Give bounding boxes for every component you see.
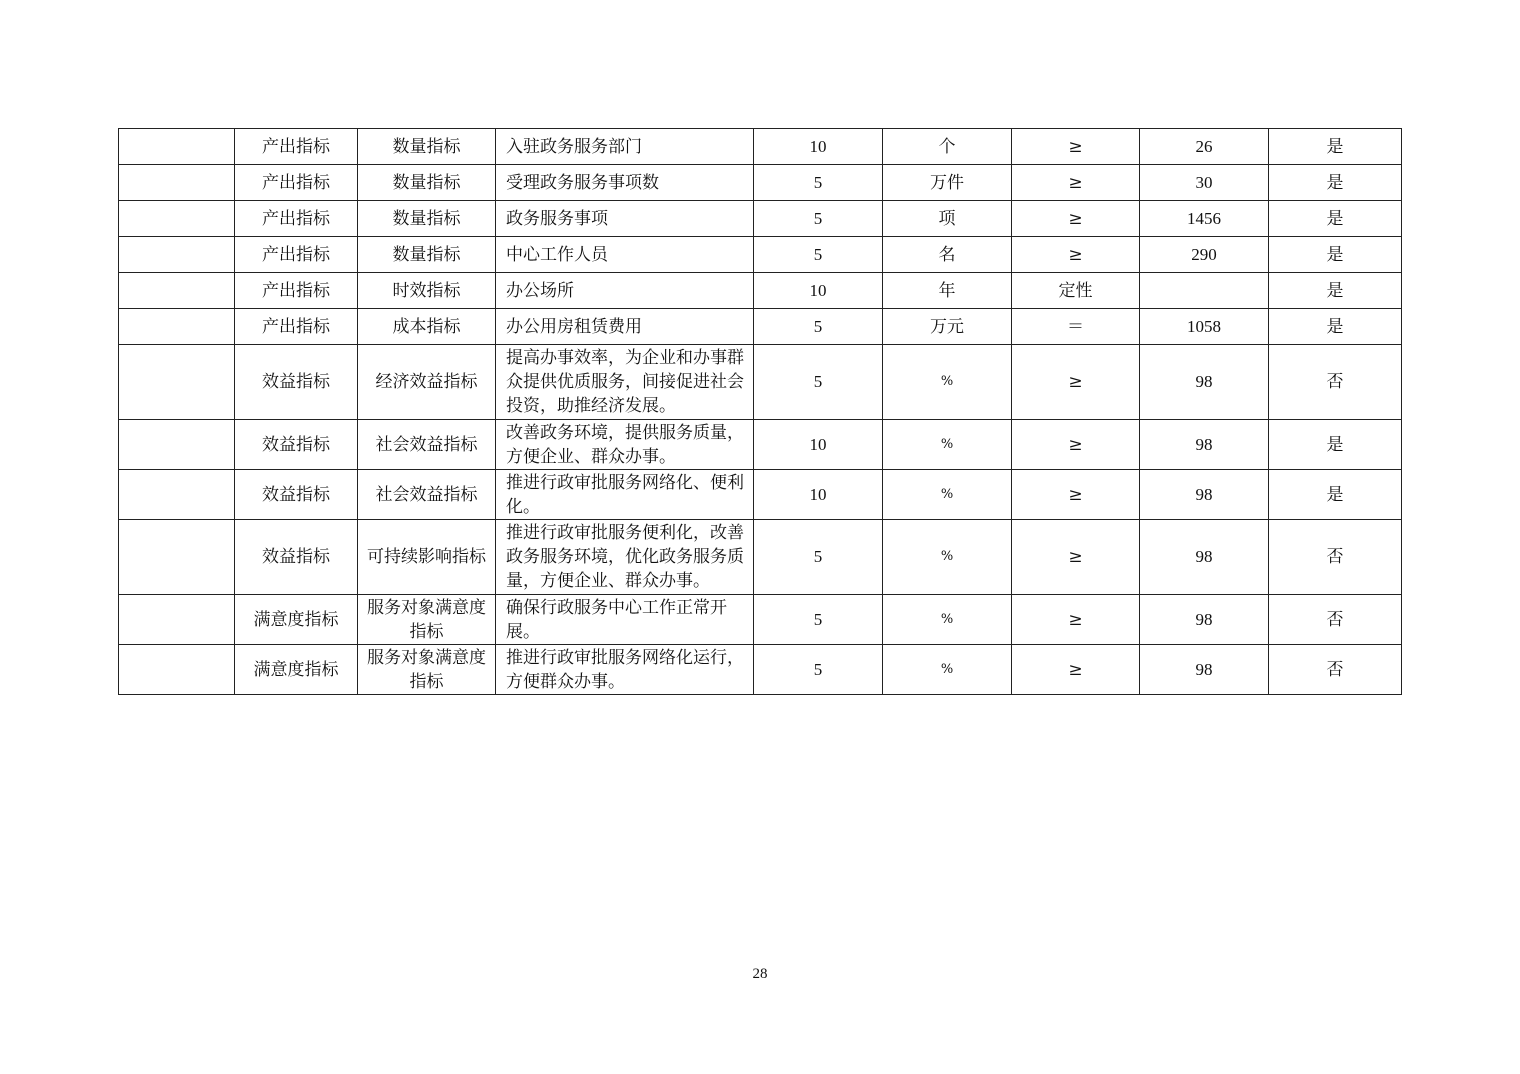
operator-cell: ≥ — [1012, 201, 1140, 237]
core-indicator-cell: 是 — [1269, 237, 1402, 273]
core-indicator-cell: 否 — [1269, 520, 1402, 595]
indicator-content-cell: 推进行政审批服务网络化运行，方便群众办事。 — [496, 645, 754, 695]
operator-cell: ≥ — [1012, 470, 1140, 520]
table-row — [119, 201, 1402, 237]
level1-indicator-cell: 产出指标 — [235, 309, 358, 345]
blank-cell — [119, 201, 235, 237]
operator-cell: ≥ — [1012, 129, 1140, 165]
core-indicator-cell: 是 — [1269, 470, 1402, 520]
blank-cell — [119, 165, 235, 201]
weight-cell: 5 — [754, 237, 883, 273]
level2-indicator-cell: 社会效益指标 — [358, 420, 496, 470]
weight-cell: 5 — [754, 201, 883, 237]
level2-indicator-cell: 数量指标 — [358, 237, 496, 273]
target-value-cell: 26 — [1140, 129, 1269, 165]
operator-cell: ≥ — [1012, 595, 1140, 645]
level2-indicator-cell: 数量指标 — [358, 165, 496, 201]
level2-indicator-cell: 时效指标 — [358, 273, 496, 309]
indicator-content-cell: 中心工作人员 — [496, 237, 754, 273]
operator-cell: ≥ — [1012, 645, 1140, 695]
table-row — [119, 470, 1402, 520]
indicator-content-cell: 提高办事效率，为企业和办事群众提供优质服务，间接促进社会投资，助推经济发展。 — [496, 345, 754, 420]
unit-cell: 个 — [883, 129, 1012, 165]
level2-indicator-cell: 服务对象满意度指标 — [358, 595, 496, 645]
level2-indicator-cell: 成本指标 — [358, 309, 496, 345]
core-indicator-cell: 是 — [1269, 273, 1402, 309]
level1-indicator-cell: 产出指标 — [235, 129, 358, 165]
weight-cell: 10 — [754, 470, 883, 520]
unit-cell: 万元 — [883, 309, 1012, 345]
core-indicator-cell: 是 — [1269, 165, 1402, 201]
level2-indicator-cell: 可持续影响指标 — [358, 520, 496, 595]
core-indicator-cell: 否 — [1269, 645, 1402, 695]
table-row — [119, 645, 1402, 695]
target-value-cell: 1058 — [1140, 309, 1269, 345]
level1-indicator-cell: 效益指标 — [235, 520, 358, 595]
level1-indicator-cell: 产出指标 — [235, 165, 358, 201]
core-indicator-cell: 是 — [1269, 201, 1402, 237]
blank-cell — [119, 129, 235, 165]
blank-cell — [119, 345, 235, 420]
table-row — [119, 165, 1402, 201]
unit-cell: % — [883, 470, 1012, 520]
indicator-content-cell: 推进行政审批服务便利化，改善政务服务环境，优化政务服务质量，方便企业、群众办事。 — [496, 520, 754, 595]
target-value-cell — [1140, 273, 1269, 309]
level2-indicator-cell: 数量指标 — [358, 201, 496, 237]
indicator-content-cell: 办公用房租赁费用 — [496, 309, 754, 345]
table-row — [119, 345, 1402, 420]
indicator-content-cell: 政务服务事项 — [496, 201, 754, 237]
table-row — [119, 129, 1402, 165]
blank-cell — [119, 273, 235, 309]
unit-cell: 名 — [883, 237, 1012, 273]
operator-cell: ＝ — [1012, 309, 1140, 345]
level1-indicator-cell: 满意度指标 — [235, 645, 358, 695]
weight-cell: 5 — [754, 165, 883, 201]
indicator-content-cell: 确保行政服务中心工作正常开展。 — [496, 595, 754, 645]
level1-indicator-cell: 产出指标 — [235, 273, 358, 309]
operator-cell: ≥ — [1012, 345, 1140, 420]
unit-cell: 项 — [883, 201, 1012, 237]
level1-indicator-cell: 满意度指标 — [235, 595, 358, 645]
performance-indicator-table — [118, 128, 1402, 695]
blank-cell — [119, 237, 235, 273]
weight-cell: 5 — [754, 645, 883, 695]
indicator-content-cell: 受理政务服务事项数 — [496, 165, 754, 201]
page-number: 28 — [752, 966, 768, 982]
level2-indicator-cell: 经济效益指标 — [358, 345, 496, 420]
blank-cell — [119, 470, 235, 520]
unit-cell: % — [883, 595, 1012, 645]
unit-cell: % — [883, 345, 1012, 420]
weight-cell: 5 — [754, 309, 883, 345]
weight-cell: 10 — [754, 273, 883, 309]
core-indicator-cell: 是 — [1269, 129, 1402, 165]
level1-indicator-cell: 产出指标 — [235, 237, 358, 273]
weight-cell: 5 — [754, 595, 883, 645]
table-row — [119, 520, 1402, 595]
unit-cell: 年 — [883, 273, 1012, 309]
table-row — [119, 273, 1402, 309]
level1-indicator-cell: 效益指标 — [235, 470, 358, 520]
weight-cell: 10 — [754, 129, 883, 165]
operator-cell: ≥ — [1012, 520, 1140, 595]
unit-cell: % — [883, 520, 1012, 595]
core-indicator-cell: 是 — [1269, 420, 1402, 470]
table-row — [119, 420, 1402, 470]
indicator-content-cell: 入驻政务服务部门 — [496, 129, 754, 165]
operator-cell: ≥ — [1012, 237, 1140, 273]
target-value-cell: 30 — [1140, 165, 1269, 201]
blank-cell — [119, 420, 235, 470]
level2-indicator-cell: 数量指标 — [358, 129, 496, 165]
operator-cell: ≥ — [1012, 165, 1140, 201]
unit-cell: % — [883, 420, 1012, 470]
operator-cell: ≥ — [1012, 420, 1140, 470]
core-indicator-cell: 否 — [1269, 595, 1402, 645]
blank-cell — [119, 645, 235, 695]
target-value-cell: 98 — [1140, 645, 1269, 695]
target-value-cell: 98 — [1140, 345, 1269, 420]
weight-cell: 5 — [754, 520, 883, 595]
target-value-cell: 290 — [1140, 237, 1269, 273]
core-indicator-cell: 是 — [1269, 309, 1402, 345]
level2-indicator-cell: 社会效益指标 — [358, 470, 496, 520]
level2-indicator-cell: 服务对象满意度指标 — [358, 645, 496, 695]
level1-indicator-cell: 效益指标 — [235, 420, 358, 470]
unit-cell: % — [883, 645, 1012, 695]
indicator-content-cell: 改善政务环境，提供服务质量，方便企业、群众办事。 — [496, 420, 754, 470]
table-body — [119, 129, 1402, 695]
table-row — [119, 237, 1402, 273]
indicator-content-cell: 办公场所 — [496, 273, 754, 309]
table-row — [119, 595, 1402, 645]
weight-cell: 5 — [754, 345, 883, 420]
target-value-cell: 98 — [1140, 520, 1269, 595]
operator-cell: 定性 — [1012, 273, 1140, 309]
blank-cell — [119, 520, 235, 595]
unit-cell: 万件 — [883, 165, 1012, 201]
indicator-content-cell: 推进行政审批服务网络化、便利化。 — [496, 470, 754, 520]
target-value-cell: 1456 — [1140, 201, 1269, 237]
core-indicator-cell: 否 — [1269, 345, 1402, 420]
weight-cell: 10 — [754, 420, 883, 470]
level1-indicator-cell: 效益指标 — [235, 345, 358, 420]
level1-indicator-cell: 产出指标 — [235, 201, 358, 237]
target-value-cell: 98 — [1140, 420, 1269, 470]
blank-cell — [119, 595, 235, 645]
table-row — [119, 309, 1402, 345]
blank-cell — [119, 309, 235, 345]
target-value-cell: 98 — [1140, 470, 1269, 520]
target-value-cell: 98 — [1140, 595, 1269, 645]
